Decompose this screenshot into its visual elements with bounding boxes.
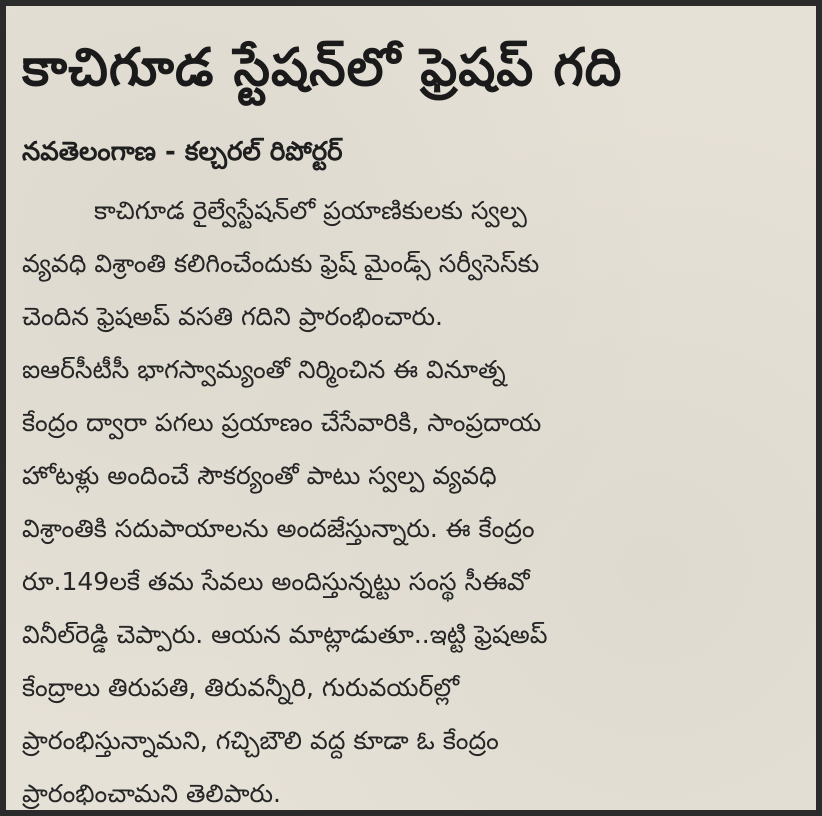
body-line: ప్రారంభిస్తున్నామని, గచ్చిబౌలి వద్ద కూడా ఓ కేంద్రం	[22, 726, 499, 755]
article-body	[22, 184, 802, 810]
body-line: రూ.149లకే తమ సేవలు అందిస్తున్నట్టు సంస్థ సీఈవో	[22, 567, 530, 596]
body-line: హోటళ్లు అందించే సౌకర్యంతో పాటు స్వల్ప వ్యవధి	[22, 461, 497, 490]
byline: నవతెలంగాణ - కల్చరల్ రిపోర్టర్	[22, 137, 343, 167]
body-line: ఐఆర్‌సీటీసీ భాగస్వామ్యంతో నిర్మించిన ఈ వినూత్న	[22, 355, 506, 384]
body-line: చెందిన ఫ్రెషఅప్ వసతి గదిని ప్రారంభించారు.	[22, 302, 443, 331]
body-line: కేంద్రం ద్వారా పగలు ప్రయాణం చేసేవారికి, సాంప్రదాయ	[22, 408, 542, 437]
body-line: కేంద్రాలు తిరుపతి, తిరువన్నీరి, గురువయర్‌ల్లో	[22, 673, 460, 702]
body-line: కాచిగూడ రైల్వేస్టేషన్‌లో ప్రయాణికులకు స్వల్ప	[94, 196, 527, 225]
headline: కాచిగూడ స్టేషన్‌లో ఫ్రెషప్ గది	[22, 38, 623, 98]
body-line: విశ్రాంతికి సదుపాయాలను అందజేస్తున్నారు. ఈ కేంద్రం	[22, 514, 535, 543]
body-line: ప్రారంభించామని తెలిపారు.	[22, 779, 281, 808]
newspaper-clipping	[6, 6, 816, 810]
body-line: వ్యవధి విశ్రాంతి కలిగించేందుకు ఫ్రెష్ మైండ్స్ సర్వీసెస్‌కు	[22, 249, 540, 278]
body-line: వినీల్‌రెడ్డి చెప్పారు. ఆయన మాట్లాడుతూ..ఇట్టి ఫ్రెషఅప్	[22, 620, 548, 649]
